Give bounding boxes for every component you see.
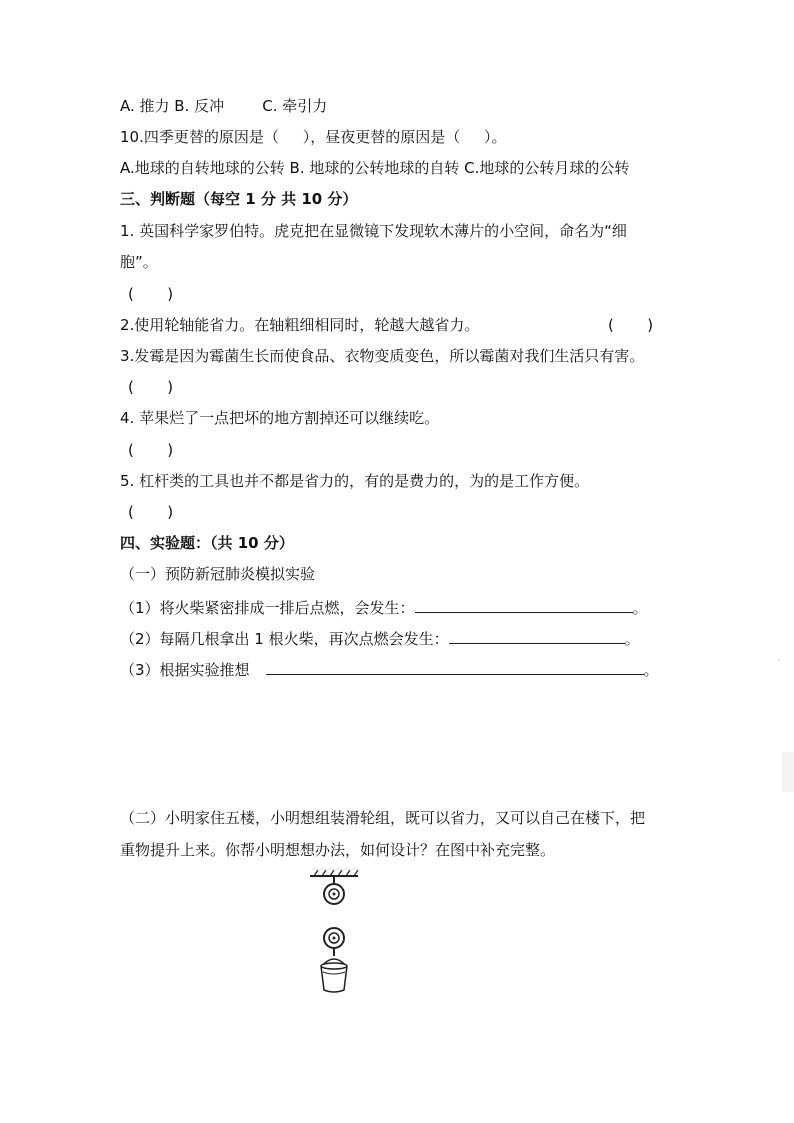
q10-stem: 10.四季更替的原因是（ ），昼夜更替的原因是（ ）。 bbox=[120, 128, 507, 146]
fixed-pulley-icon bbox=[324, 876, 344, 904]
judge-item-4: 4. 苹果烂了一点把坏的地方割掉还可以继续吃。 bbox=[120, 409, 440, 427]
q10-options: A.地球的自转地球的公转 B. 地球的公转地球的自转 C.地球的公转月球的公转 bbox=[120, 159, 630, 177]
judge-item-2-answer-parens[interactable]: ( ) bbox=[608, 316, 654, 334]
judge-item-3-answer-parens[interactable]: ( ) bbox=[128, 378, 174, 396]
experiment-q2 bbox=[120, 627, 640, 649]
judge-item-4-answer-parens[interactable]: ( ) bbox=[128, 441, 174, 459]
section4-title: 四、实验题：（共 10 分） bbox=[120, 534, 294, 552]
movable-pulley-icon bbox=[324, 928, 344, 956]
bucket-icon bbox=[321, 959, 347, 992]
experiment-q2-period: 。 bbox=[624, 630, 640, 648]
judge-item-5-answer-parens[interactable]: ( ) bbox=[128, 503, 174, 521]
experiment-part1-title: （一）预防新冠肺炎模拟实验 bbox=[120, 565, 316, 583]
judge-item-1-answer-parens[interactable]: ( ) bbox=[128, 285, 174, 303]
judge-item-3: 3.发霉是因为霉菌生长而使食品、衣物变质变色，所以霉菌对我们生活只有害。 bbox=[120, 347, 645, 365]
experiment-part2-line2: 重物提升上来。你帮小明想想办法，如何设计？在图中补充完整。 bbox=[120, 841, 556, 859]
pulley-diagram[interactable] bbox=[300, 868, 370, 998]
ceiling-hatch-icon bbox=[310, 870, 358, 876]
section3-title: 三、判断题（每空 1 分 共 10 分） bbox=[120, 190, 358, 208]
experiment-q3-answer-blank[interactable] bbox=[266, 658, 644, 675]
experiment-q3-text: （3）根据实验推想 bbox=[120, 661, 250, 679]
experiment-q2-text: （2）每隔几根拿出 1 根火柴，再次点燃会发生： bbox=[120, 630, 449, 648]
scan-speck: · bbox=[778, 656, 781, 665]
judge-item-2: 2.使用轮轴能省力。在轴粗细相同时，轮越大越省力。 bbox=[120, 316, 480, 334]
experiment-q1-text: （1）将火柴紧密排成一排后点燃，会发生： bbox=[120, 599, 415, 617]
experiment-q2-answer-blank[interactable] bbox=[449, 627, 625, 644]
scan-edge-shadow bbox=[782, 752, 794, 792]
judge-item-1-line2: 胞”。 bbox=[120, 253, 158, 271]
experiment-q1 bbox=[120, 596, 648, 618]
experiment-q1-answer-blank[interactable] bbox=[415, 596, 633, 613]
experiment-q3 bbox=[120, 658, 659, 680]
q9-options: A. 推力 B. 反冲 C. 牵引力 bbox=[120, 97, 328, 115]
judge-item-1-line1: 1. 英国科学家罗伯特。虎克把在显微镜下发现软木薄片的小空间，命名为“细 bbox=[120, 222, 627, 240]
experiment-q3-period: 。 bbox=[643, 661, 659, 679]
experiment-q1-period: 。 bbox=[632, 599, 648, 617]
experiment-part2-line1: （二）小明家住五楼，小明想组装滑轮组，既可以省力，又可以自己在楼下，把 bbox=[120, 809, 646, 827]
judge-item-5: 5. 杠杆类的工具也并不都是省力的，有的是费力的，为的是工作方便。 bbox=[120, 472, 590, 490]
